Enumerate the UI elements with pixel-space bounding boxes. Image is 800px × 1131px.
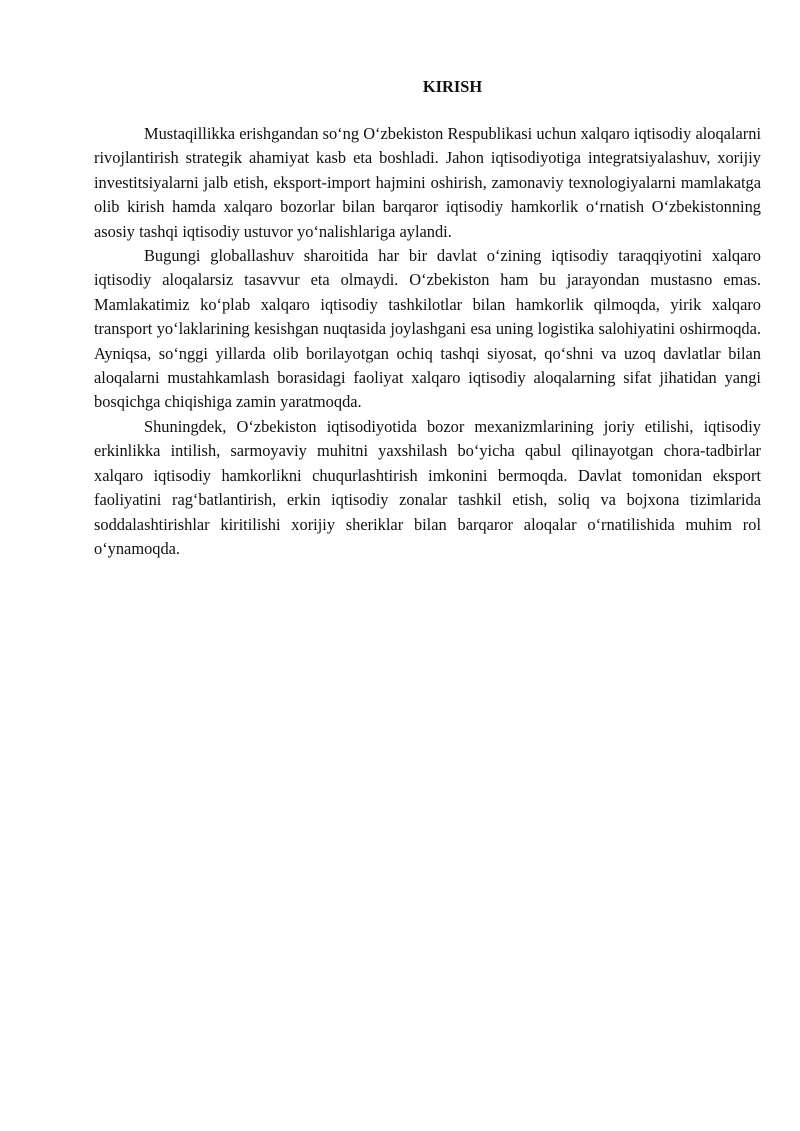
paragraph-1: Mustaqillikka erishgandan so‘ng O‘zbekiston Respublikasi uchun xalqaro iqtisodiy aloqalarni rivojlantirish strategik ahamiyat kasb eta boshladi. Jahon iqtisodiyotiga integratsiyalashuv, xorijiy investitsiyalarni jalb etish, eksport-import hajmini oshirish, zamonaviy texnologiyalarni mamlakatga olib kirish hamda xalqaro bozorlar bilan barqaror iqtisodiy hamkorlik o‘rnatish O‘zbekistonning asosiy tashqi iqtisodiy ustuvor yo‘nalishlariga aylandi.: [94, 124, 761, 241]
document-body: [94, 77, 761, 561]
paragraph-3: Shuningdek, O‘zbekiston iqtisodiyotida bozor mexanizmlarining joriy etilishi, iqtisodiy erkinlikka intilish, sarmoyaviy muhitni yaxshilash bo‘yicha qabul qilinayotgan chora-tadbirlar xalqaro iqtisodiy hamkorlikni chuqurlashtirish imkonini bermoqda. Davlat tomonidan eksport faoliyatini rag‘batlantirish, erkin iqtisodiy zonalar tashkil etish, soliq va bojxona tizimlarida soddalashtirishlar kiritilishi xorijiy sheriklar bilan barqaror aloqalar o‘rnatilishida muhim rol o‘ynamoqda.: [94, 416, 761, 558]
document-title: KIRISH: [422, 77, 483, 96]
paragraph-2: Bugungi globallashuv sharoitida har bir davlat o‘zining iqtisodiy taraqqiyotini xalqaro iqtisodiy aloqalarsiz tasavvur eta olmaydi. O‘zbekiston ham bu jarayondan mustasno emas. Mamlakatimiz ko‘plab xalqaro iqtisodiy tashkilotlar bilan hamkorlik qilmoqda, yirik xalqaro transport yo‘laklarining kesishgan nuqtasida joylashgani esa uning logistika salohiyatini oshirmoqda. Ayniqsa, so‘nggi yillarda olib borilayotgan ochiq tashqi siyosat, qo‘shni va uzoq davlatlar bilan aloqalarni mustahkamlash borasidagi faoliyat xalqaro iqtisodiy aloqalarning sifat jihatidan yangi bosqichga chiqishiga zamin yaratmoqda.: [94, 246, 761, 412]
